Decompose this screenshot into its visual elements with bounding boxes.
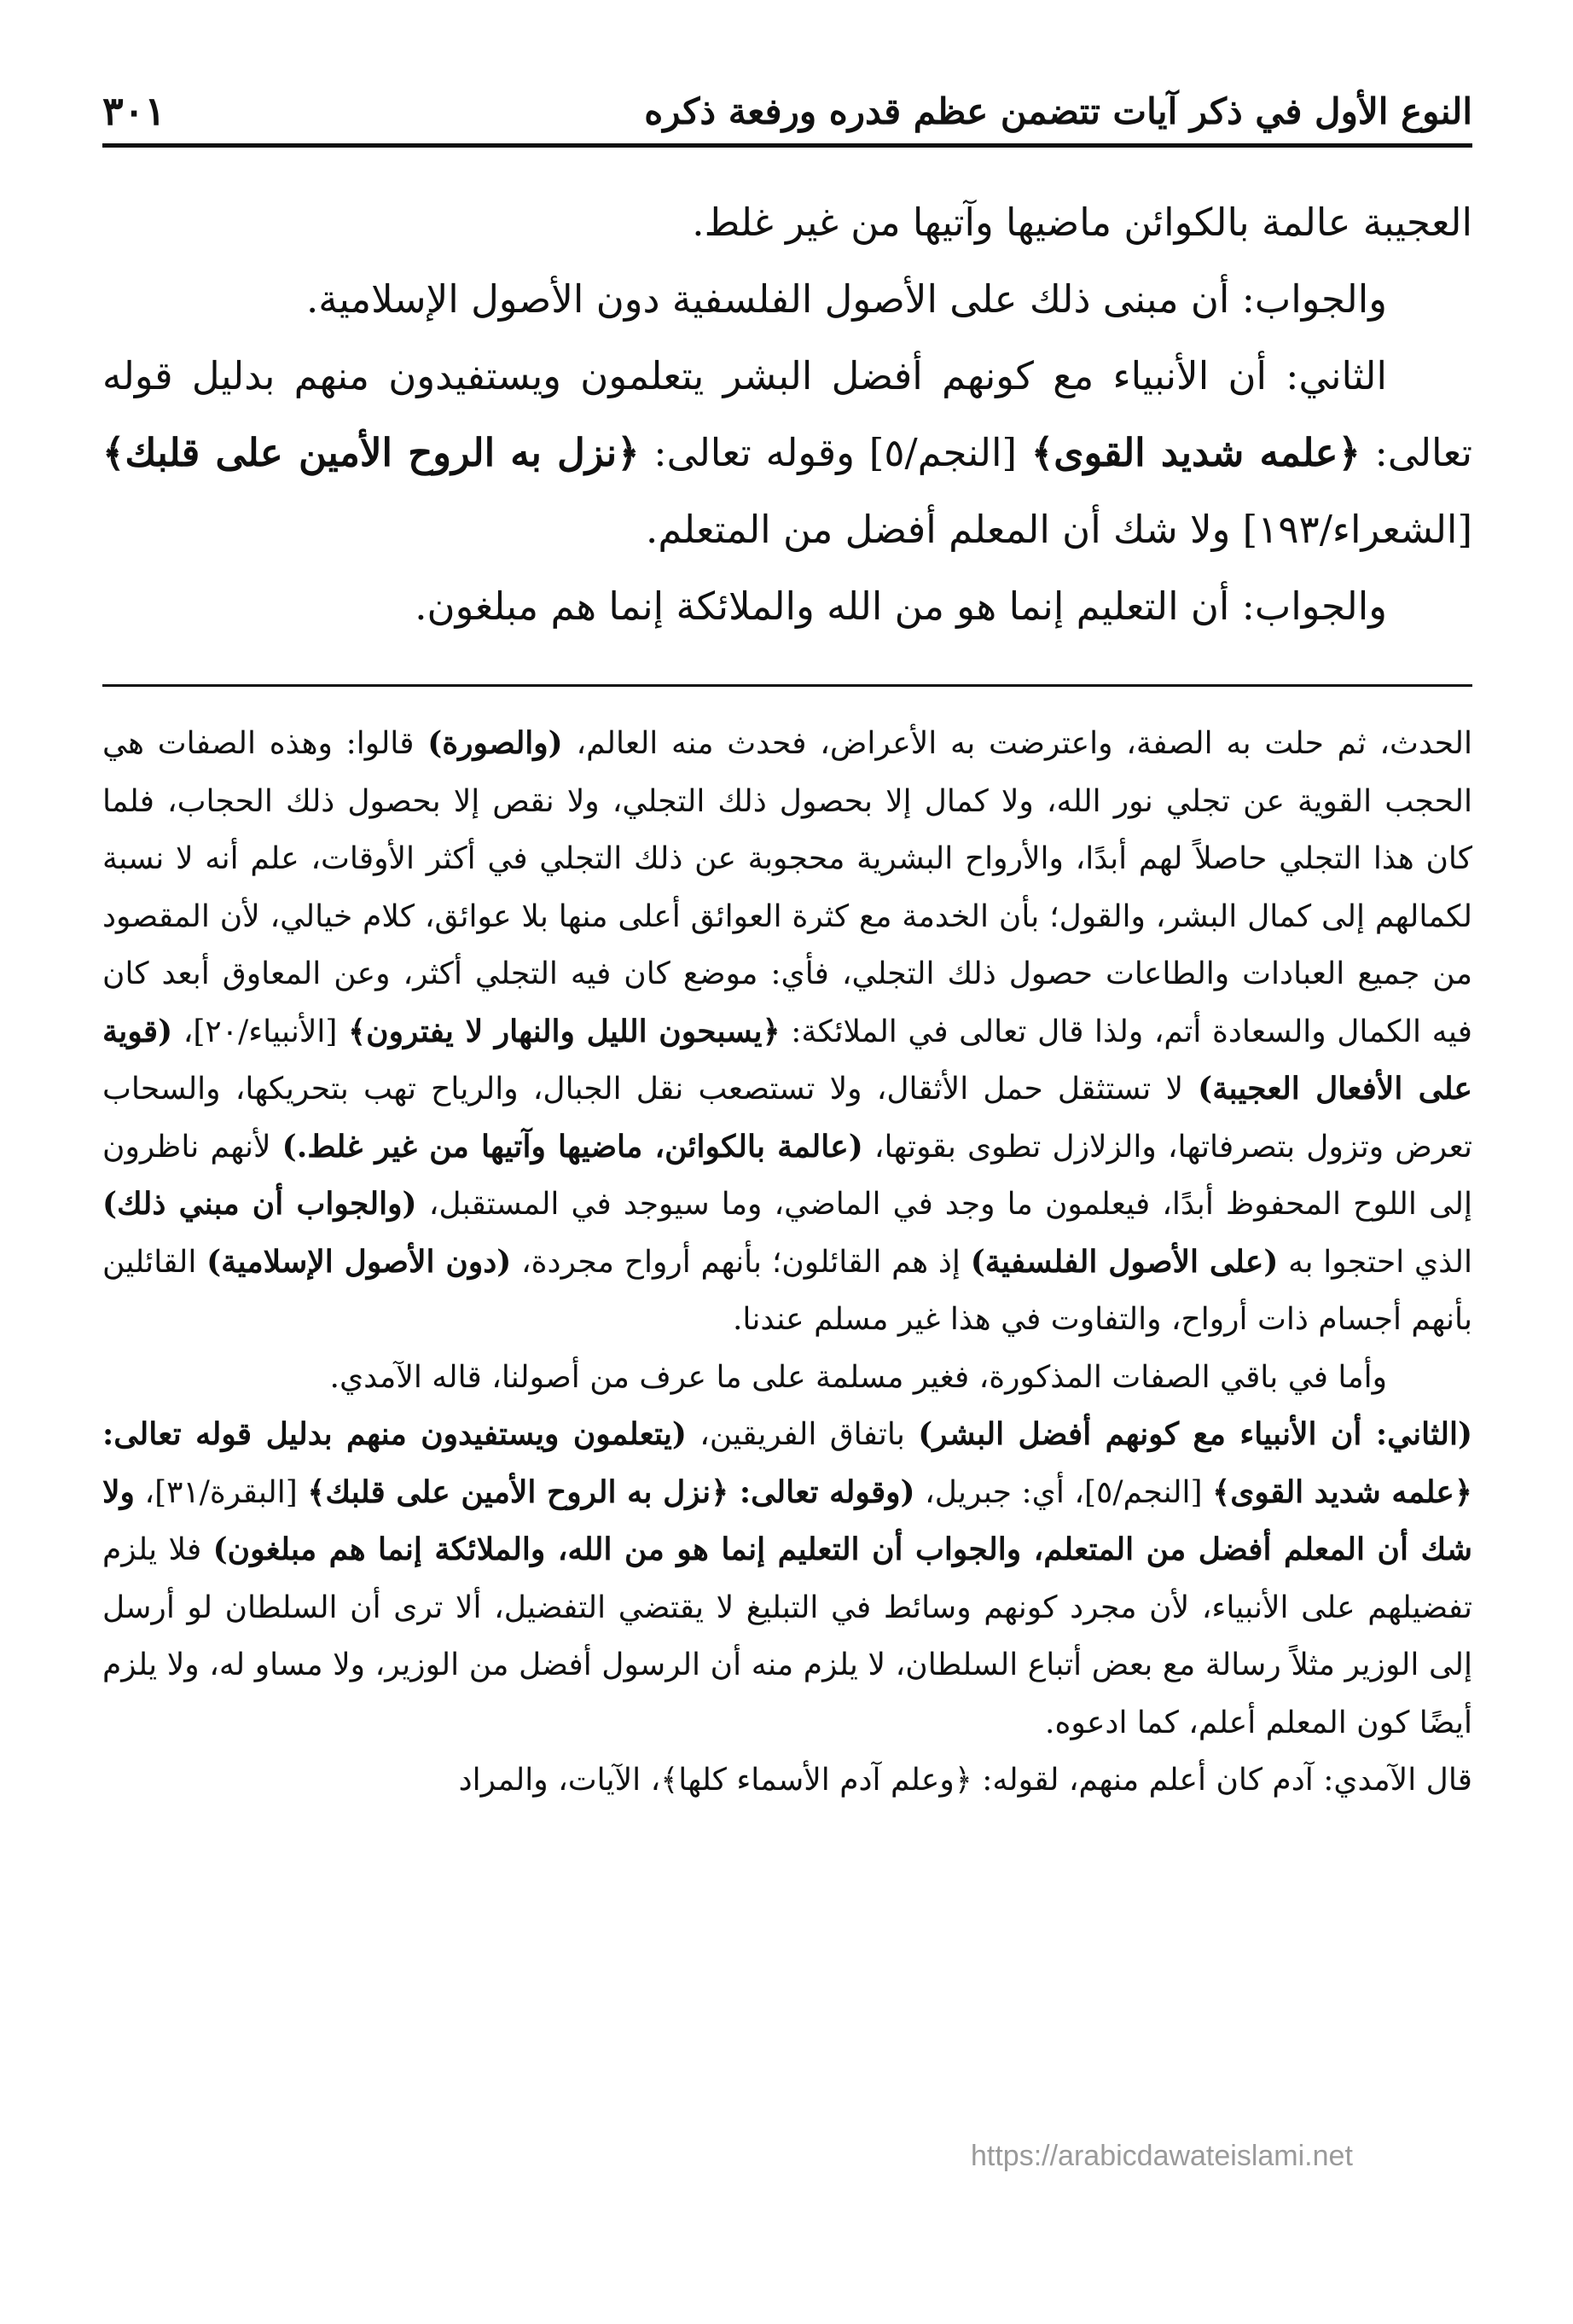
commentary-span: فلا يلزم تفضيلهم على الأنبياء، لأن مجرد كونهم وسائط في التبليغ لا يقتضي التفضيل، ألا ترى أن السلطان لو أرسل إلى الوزير مثلاً رسالة مع بعض أتباع السلطان، لا يلزم منه أن الرسول أفضل من الوزير، ولا مساو له، ولا يلزم أيضًا كون المعلم أعلم، كما ادعوه. [102, 1532, 1472, 1740]
commentary-text [102, 715, 1472, 1810]
commentary-span: وأما في باقي الصفات المذكورة، فغير مسلمة على ما عرف من أصولنا، قاله الآمدي. [329, 1359, 1387, 1395]
quran-verse: ﴿يسبحون الليل والنهار لا يفترون﴾ [348, 1013, 781, 1049]
commentary-paragraph-2 [102, 1349, 1472, 1407]
commentary-quote: (دون الأصول الإسلامية) [206, 1243, 512, 1280]
running-head: النوع الأول في ذكر آيات تتضمن عظم قدره ورفعة ذكره [644, 90, 1472, 132]
commentary-span: قال الآمدي: آدم كان أعلم منهم، لقوله: [972, 1763, 1472, 1798]
commentary-paragraph-1 [102, 715, 1472, 1349]
quran-verse: ﴿علمه شديد القوى﴾ [1030, 430, 1361, 475]
commentary-span: الحدث، ثم حلت به الصفة، واعترضت به الأعراض، فحدث منه العالم، [562, 726, 1472, 761]
main-text-span: والجواب: أن التعليم إنما هو من الله والملائكة إنما هم مبلغون. [415, 584, 1387, 629]
main-paragraph-2 [102, 261, 1472, 338]
main-text [102, 184, 1472, 645]
commentary-span: الذي احتجوا به [1278, 1244, 1473, 1280]
commentary-quote: (والصورة) [427, 725, 563, 761]
main-paragraph-1 [102, 184, 1472, 261]
page-header [102, 78, 1472, 148]
main-text-span: والجواب: أن مبنى ذلك على الأصول الفلسفية دون الأصول الإسلامية. [305, 276, 1387, 322]
main-paragraph-3 [102, 338, 1472, 568]
commentary-span: [النجم/٥]، أي: جبريل، [914, 1474, 1213, 1510]
commentary-quote: (عالمة بالكوائن، ماضيها وآتيها من غير غلط.) [282, 1128, 863, 1165]
commentary-quote: ولا شك أن المعلم أفضل من المتعلم، والجواب أن التعليم إنما هو من الله، والملائكة إنما هم مبلغون) [102, 1473, 1472, 1567]
commentary-paragraph-4 [102, 1752, 1472, 1810]
commentary-span: باتفاق الفريقين، [686, 1417, 919, 1452]
watermark-url: https://arabicdawateislami.net [971, 2140, 1353, 2172]
commentary-span: القائلين بأنهم أجسام ذات أرواح، والتفاوت في هذا غير مسلم عندنا. [102, 1244, 1472, 1337]
commentary-span: [البقرة/٣١]، [134, 1474, 308, 1510]
main-text-span: الثاني: أن الأنبياء مع كونهم أفضل البشر يتعلمون ويستفيدون منهم بدليل قوله تعالى: [102, 353, 1472, 475]
commentary-quote: (يتعلمون ويستفيدون منهم بدليل قوله تعالى: [102, 1416, 687, 1452]
commentary-paragraph-3 [102, 1406, 1472, 1752]
commentary-span: إذ هم القائلون؛ بأنهم أرواح مجردة، [511, 1244, 971, 1280]
commentary-quote: (وقوله تعالى: [728, 1473, 915, 1510]
commentary-quote: (والجواب أن مبني ذلك) [102, 1186, 417, 1222]
main-paragraph-4 [102, 568, 1472, 645]
commentary-quote: (قوية على الأفعال العجيبة) [102, 1013, 1473, 1107]
quran-verse: ﴿نزل به الروح الأمين على قلبك﴾ [102, 430, 640, 475]
commentary-divider [102, 684, 1472, 687]
quran-verse: ﴿علمه شديد القوى﴾ [1212, 1473, 1473, 1510]
commentary-span: لا تستثقل حمل الأثقال، ولا تستصعب نقل الجبال، والرياح تهب بتحريكها، والسحاب تعرض وتزول بتصرفاتها، والزلازل تطوى بقوتها، [102, 1072, 1473, 1165]
main-text-span: [الشعراء/١٩٣] ولا شك أن المعلم أفضل من المتعلم. [646, 507, 1472, 552]
commentary-span: قالوا: وهذه الصفات هي الحجب القوية عن تجلي نور الله، ولا كمال إلا بحصول ذلك التجلي، ولا نقص إلا بحصول ذلك الحجاب، فلما كان هذا التجلي حاصلاً لهم أبدًا، والأرواح البشرية محجوبة عن ذلك التجلي في أكثر الأوقات، علم أنه لا نسبة لكمالهم إلى كمال البشر، والقول؛ بأن الخدمة مع كثرة العوائق أعلى منها بلا عوائق، كلام خيالي، لأن المقصود من جميع العبادات والطاعات حصول ذلك التجلي، فأي: موضع كان فيه التجلي أكثر، وعن المعاوق أبعد كان فيه الكمال والسعادة أتم، ولذا قال تعالى في الملائكة: [102, 726, 1472, 1049]
commentary-span: ، الآيات، والمراد [458, 1763, 661, 1798]
quran-verse: ﴿وعلم آدم الأسماء كلها﴾ [660, 1763, 972, 1798]
commentary-span: لأنهم ناظرون إلى اللوح المحفوظ أبدًا، فيعلمون ما وجد في الماضي، وما سيوجد في المستقبل، [102, 1129, 1473, 1222]
commentary-quote: (على الأصول الفلسفية) [970, 1243, 1279, 1280]
commentary-span: [الأنبياء/٢٠]، [172, 1014, 349, 1049]
quran-verse: ﴿نزل به الروح الأمين على قلبك﴾ [307, 1473, 729, 1510]
main-text-span: [النجم/٥] وقوله تعالى: [639, 430, 1031, 475]
main-text-span: العجيبة عالمة بالكوائن ماضيها وآتيها من غير غلط. [692, 200, 1472, 245]
page-number: ٣٠١ [102, 88, 166, 134]
commentary-quote: (الثاني: أن الأنبياء مع كونهم أفضل البشر) [918, 1416, 1472, 1452]
